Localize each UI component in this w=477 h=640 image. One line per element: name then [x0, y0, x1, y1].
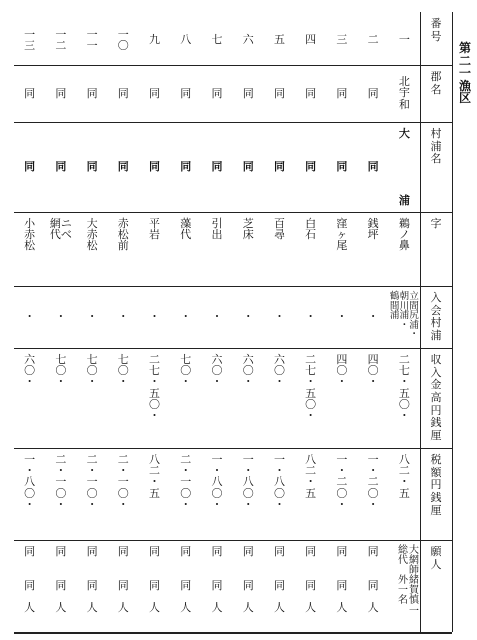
- cell-shunyu: 七 〇 ・: [55, 353, 67, 389]
- cell-no: 一 三: [24, 28, 36, 53]
- cell-shunyu: 六 〇 ・: [211, 353, 223, 389]
- cell-ganjin-top: 同: [86, 545, 98, 558]
- cell-aza: 窪 ヶ 尾: [336, 217, 348, 253]
- cell-shunyu: 二 七 ・ 五 〇 ・: [149, 353, 161, 423]
- cell-zeigaku: 一 ・ 八 〇 ・: [242, 453, 254, 511]
- row-divider: [14, 632, 452, 634]
- cell-ganjin-bottom: 同 人: [24, 579, 36, 615]
- cell-fragment: 外 一 名: [397, 575, 408, 607]
- cell-shunyu: 七 〇 ・: [180, 353, 192, 389]
- cell-fragment: 立 間 尻 浦 ・: [409, 291, 419, 340]
- cell-aza: 百 尋: [273, 217, 285, 242]
- cell-shunyu: 六 〇 ・: [24, 353, 36, 389]
- cell-ganjin-top: 同: [273, 545, 285, 558]
- cell-ganjin-bottom: 同 人: [86, 579, 98, 615]
- cell-iriai: ・: [367, 310, 379, 324]
- cell-mura: 同: [117, 160, 129, 174]
- cell-zeigaku: 二 ・ 一 〇 ・: [117, 453, 129, 511]
- cell-no: 四: [305, 33, 317, 46]
- row-label-shunyu: 収 入 金 高 円 銭 厘: [430, 353, 442, 442]
- cell-ganjin-bottom: 同 人: [149, 579, 161, 615]
- cell-iriai: ・: [180, 310, 192, 324]
- cell-zeigaku: 八 二 ・ 五: [398, 453, 410, 500]
- cell-iriai: ・: [211, 310, 223, 324]
- row-label-ganjin: 願 人: [430, 545, 442, 571]
- cell-mura: 同: [336, 160, 348, 174]
- cell-gun: 同: [24, 86, 36, 100]
- column-divider: [420, 12, 421, 632]
- cell-mura: 同: [24, 160, 36, 174]
- cell-ganjin-bottom: 同 人: [180, 579, 192, 615]
- cell-no: 一 〇: [117, 28, 129, 53]
- row-divider: [14, 122, 452, 123]
- cell-gun: 同: [273, 86, 285, 100]
- cell-fragment: 緒 賀 慎 一: [408, 575, 419, 617]
- row-divider: [14, 448, 452, 449]
- cell-zeigaku: 八 二 ・ 五: [305, 453, 317, 500]
- cell-ganjin-top: [390, 546, 419, 577]
- cell-iriai: ・: [242, 310, 254, 324]
- cell-no: 二: [367, 33, 379, 46]
- cell-mura: 同: [149, 160, 161, 174]
- cell-aza: 白 石: [305, 217, 317, 242]
- cell-mura: 同: [273, 160, 285, 174]
- cell-iriai: ・: [305, 310, 317, 324]
- row-divider: [14, 212, 452, 213]
- cell-iriai: [390, 292, 419, 340]
- cell-ganjin-top: 同: [305, 545, 317, 558]
- cell-no: 九: [149, 33, 161, 46]
- cell-ganjin-top: 同: [336, 545, 348, 558]
- cell-aza: 平 岩: [149, 217, 161, 242]
- cell-no: 七: [211, 33, 223, 46]
- cell-shunyu: 四 〇 ・: [336, 353, 348, 389]
- cell-shunyu: 六 〇 ・: [242, 353, 254, 389]
- cell-ganjin-bottom: 同 人: [273, 579, 285, 615]
- cell-gun: 同: [336, 86, 348, 100]
- cell-iriai: ・: [117, 310, 129, 324]
- cell-gun: 同: [242, 86, 254, 100]
- cell-ganjin-top: 同: [180, 545, 192, 558]
- row-label-zeigaku: 税 額 円 銭 厘: [430, 453, 442, 517]
- cell-fragment: 総 代: [397, 545, 408, 567]
- cell-iriai: ・: [273, 310, 285, 324]
- cell-gun: 同: [86, 86, 98, 100]
- cell-zeigaku: 一 ・ 八 〇 ・: [24, 453, 36, 511]
- row-divider: [14, 348, 452, 349]
- cell-shunyu: 二 七 ・ 五 〇 ・: [398, 353, 410, 423]
- cell-ganjin-bottom: 同 人: [336, 579, 348, 615]
- row-divider: [14, 540, 452, 541]
- cell-mura: 同: [180, 160, 192, 174]
- cell-iriai: ・: [336, 310, 348, 324]
- cell-mura: 同: [55, 160, 67, 174]
- cell-aza: 鵜 ノ 鼻: [398, 217, 410, 253]
- cell-iriai: ・: [24, 310, 36, 324]
- cell-ganjin-top: 同: [149, 545, 161, 558]
- cell-mura: 大 浦: [398, 127, 410, 208]
- section-title: 第 二 一 漁 区: [458, 41, 471, 106]
- cell-shunyu: 四 〇 ・: [367, 353, 379, 389]
- cell-shunyu: 二 七 ・ 五 〇 ・: [305, 353, 317, 423]
- cell-aza: [46, 218, 75, 240]
- cell-shunyu: 七 〇 ・: [86, 353, 98, 389]
- cell-zeigaku: 八 二 ・ 五: [149, 453, 161, 500]
- cell-ganjin-bottom: 同 人: [117, 579, 129, 615]
- cell-no: 五: [273, 33, 285, 46]
- cell-no: 一 一: [86, 28, 98, 53]
- cell-ganjin-bottom: 同 人: [305, 579, 317, 615]
- cell-mura: 同: [367, 160, 379, 174]
- cell-iriai: ・: [55, 310, 67, 324]
- cell-no: 六: [242, 33, 254, 46]
- cell-gun: 同: [149, 86, 161, 100]
- cell-ganjin-top: 同: [24, 545, 36, 558]
- cell-iriai: ・: [149, 310, 161, 324]
- cell-ganjin-top: 同: [211, 545, 223, 558]
- cell-aza: 大 赤 松: [86, 217, 98, 253]
- cell-aza: 小 赤 松: [24, 217, 36, 253]
- cell-mura: 同: [211, 160, 223, 174]
- cell-gun: 同: [305, 86, 317, 100]
- cell-zeigaku: 二 ・ 一 〇 ・: [86, 453, 98, 511]
- cell-aza: 銭 坪: [367, 217, 379, 242]
- cell-shunyu: 六 〇 ・: [273, 353, 285, 389]
- cell-aza: 藻 代: [180, 217, 192, 242]
- cell-mura: 同: [305, 160, 317, 174]
- row-divider: [14, 65, 452, 66]
- cell-aza: 赤 松 前: [117, 217, 129, 253]
- cell-zeigaku: 二 ・ 一 〇 ・: [55, 453, 67, 511]
- cell-fragment: 網 代: [49, 217, 61, 242]
- cell-gun: 同: [55, 86, 67, 100]
- cell-zeigaku: 一 ・ 八 〇 ・: [211, 453, 223, 511]
- cell-ganjin-bottom: 同 人: [242, 579, 254, 615]
- row-label-aza: 字: [430, 217, 442, 230]
- cell-aza: 引 出: [211, 217, 223, 242]
- row-label-mura: 村 浦 名: [430, 127, 442, 166]
- cell-no: 八: [180, 33, 192, 46]
- cell-gun: 同: [117, 86, 129, 100]
- cell-zeigaku: 一 ・ 二 〇 ・: [367, 453, 379, 511]
- cell-ganjin-bottom: 同 人: [211, 579, 223, 615]
- cell-ganjin-top: 同: [117, 545, 129, 558]
- cell-ganjin-top: 同: [367, 545, 379, 558]
- cell-fragment: 朝 川 浦 ・: [399, 291, 410, 331]
- cell-mura: 同: [242, 160, 254, 174]
- cell-fragment: ニ ベ: [60, 217, 72, 242]
- cell-no: 一: [398, 33, 410, 46]
- row-label-no: 番 号: [430, 17, 442, 43]
- cell-ganjin-bottom: 同 人: [55, 579, 67, 615]
- cell-gun: 同: [211, 86, 223, 100]
- cell-ganjin-top: 同: [242, 545, 254, 558]
- cell-fragment: 鶴 間 浦: [389, 291, 400, 321]
- row-label-iriai: 入 会 村 浦: [430, 291, 442, 342]
- cell-gun: 北 宇 和: [398, 75, 410, 111]
- cell-zeigaku: 一 ・ 八 〇 ・: [273, 453, 285, 511]
- cell-zeigaku: 二 ・ 一 〇 ・: [180, 453, 192, 511]
- cell-no: 一 二: [55, 28, 67, 53]
- cell-gun: 同: [367, 86, 379, 100]
- cell-ganjin-top: 同: [55, 545, 67, 558]
- cell-ganjin-bottom: [390, 576, 419, 617]
- row-label-gun: 郡 名: [430, 70, 442, 96]
- row-divider: [14, 286, 452, 287]
- cell-no: 三: [336, 33, 348, 46]
- cell-fragment: 大 網 師: [408, 545, 419, 577]
- cell-ganjin-bottom: 同 人: [367, 579, 379, 615]
- cell-iriai: ・: [86, 310, 98, 324]
- cell-mura: 同: [86, 160, 98, 174]
- column-divider: [452, 12, 453, 632]
- cell-gun: 同: [180, 86, 192, 100]
- cell-zeigaku: 一 ・ 二 〇 ・: [336, 453, 348, 511]
- cell-shunyu: 七 〇 ・: [117, 353, 129, 389]
- cell-aza: 芝 床: [242, 217, 254, 242]
